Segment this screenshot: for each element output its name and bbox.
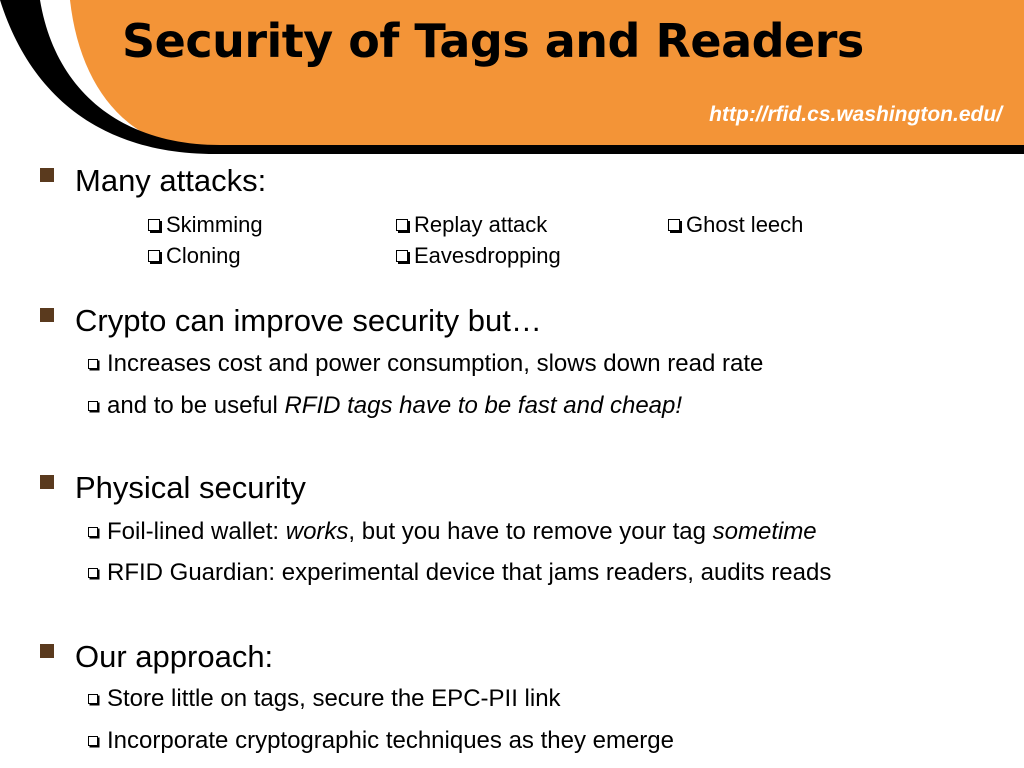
attack-item: Cloning (148, 243, 241, 269)
checkbox-icon (88, 527, 98, 537)
bullet-square (40, 308, 54, 322)
approach-sub-item: Store little on tags, secure the EPC-PII link (88, 685, 561, 713)
checkbox-icon (148, 219, 160, 231)
header-url: http://rfid.cs.washington.edu/ (709, 103, 1002, 126)
checkbox-icon (396, 219, 408, 231)
checkbox-icon (88, 736, 98, 746)
approach-sub-item: Incorporate cryptographic techniques as they emerge (88, 727, 674, 755)
attack-item: Replay attack (396, 212, 547, 238)
slide-title: Security of Tags and Readers (122, 14, 864, 68)
checkbox-icon (396, 250, 408, 262)
crypto-heading: Crypto can improve security but… (75, 303, 542, 338)
checkbox-icon (88, 694, 98, 704)
bullet-square (40, 475, 54, 489)
bullet-square (40, 168, 54, 182)
attack-item: Skimming (148, 212, 263, 238)
approach-heading: Our approach: (75, 639, 274, 674)
attack-item: Ghost leech (668, 212, 803, 238)
physical-sub-item: Foil-lined wallet: works, but you have to remove your tag sometime (88, 518, 817, 546)
checkbox-icon (88, 568, 98, 578)
checkbox-icon (88, 359, 98, 369)
checkbox-icon (668, 219, 680, 231)
crypto-sub-item: Increases cost and power consumption, slows down read rate (88, 350, 763, 378)
physical-sub-item: RFID Guardian: experimental device that jams readers, audits reads (88, 559, 831, 587)
checkbox-icon (148, 250, 160, 262)
attack-item: Eavesdropping (396, 243, 561, 269)
checkbox-icon (88, 401, 98, 411)
physical-heading: Physical security (75, 470, 306, 505)
attacks-heading: Many attacks: (75, 163, 267, 198)
crypto-sub-item: and to be useful RFID tags have to be fast and cheap! (88, 392, 682, 420)
bullet-square (40, 644, 54, 658)
